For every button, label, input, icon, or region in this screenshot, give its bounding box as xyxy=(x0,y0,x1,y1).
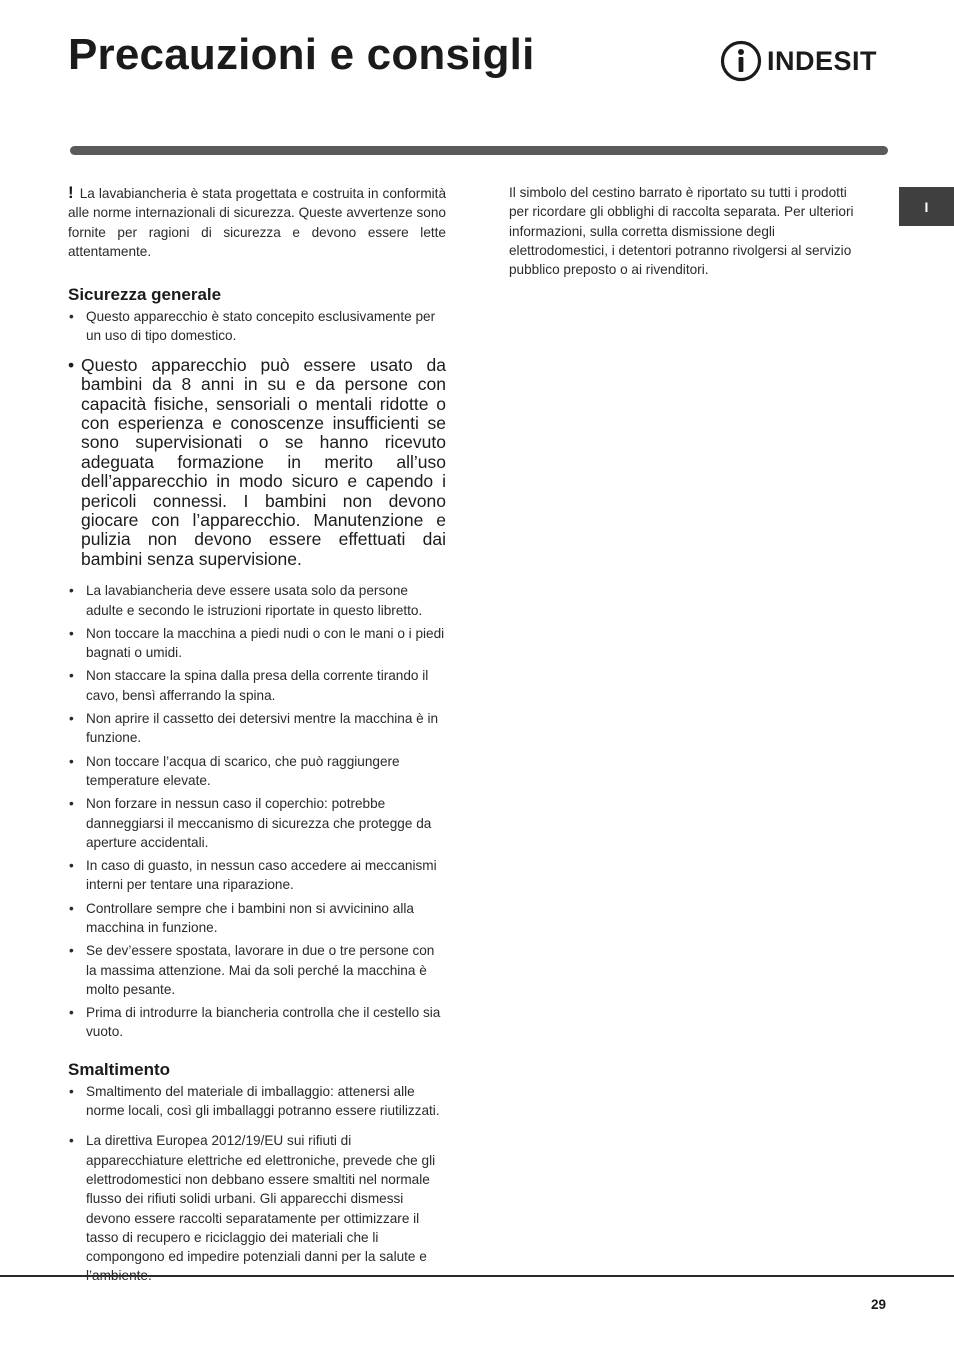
section-heading-sicurezza: Sicurezza generale xyxy=(68,285,222,305)
language-tab: I xyxy=(899,187,954,226)
left-column xyxy=(68,183,446,1286)
list-item: • Prima di introdurre la biancheria controlla che il cestello sia vuoto. xyxy=(68,1003,446,1042)
list-item: • Non forzare in nessun caso il coperchio: potrebbe danneggiarsi il meccanismo di sicurezza che protegge da aperture accidentali. xyxy=(68,794,446,852)
warning-mark-icon: ! xyxy=(68,183,74,202)
list-item: • Controllare sempre che i bambini non si avvicinino alla macchina in funzione. xyxy=(68,899,446,938)
list-item: • Non aprire il cassetto dei detersivi mentre la macchina è in funzione. xyxy=(68,709,446,748)
list-item: • La lavabiancheria deve essere usata solo da persone adulte e secondo le istruzioni riportate in questo libretto. xyxy=(68,581,446,620)
section-heading-smaltimento: Smaltimento xyxy=(68,1059,171,1079)
smaltimento-list xyxy=(68,1082,446,1286)
list-item: • Non staccare la spina dalla presa della corrente tirando il cavo, bensì afferrando la spina. xyxy=(68,666,446,705)
page-title: Precauzioni e consigli xyxy=(68,30,535,79)
brand-name: INDESIT xyxy=(767,45,878,76)
list-item: • Smaltimento del materiale di imballaggio: attenersi alle norme locali, così gli imballaggi potranno essere riutilizzati. xyxy=(68,1082,446,1121)
disposal-symbol-paragraph: Il simbolo del cestino barrato è riportato su tutti i prodotti per ricordare gli obblighi di raccolta separata. Per ulteriori informazioni, sulla corretta dismissione degli elettrodomestici, i detentori potranno rivolgersi al servizio pubblico preposto o ai rivenditori. xyxy=(509,185,854,278)
sicurezza-list xyxy=(68,307,446,1042)
right-column xyxy=(509,183,864,279)
list-item: • Non toccare la macchina a piedi nudi o con le mani o i piedi bagnati o umidi. xyxy=(68,624,446,663)
indesit-logo-icon xyxy=(720,40,762,82)
intro-text: La lavabiancheria è stata progettata e costruita in conformità alle norme internazionali di sicurezza. Queste avvertenze sono fornite per ragioni di sicurezza e devono essere lette attentamente. xyxy=(68,186,446,259)
list-item: • Non toccare l’acqua di scarico, che può raggiungere temperature elevate. xyxy=(68,752,446,791)
list-item: • In caso di guasto, in nessun caso accedere ai meccanismi interni per tentare una riparazione. xyxy=(68,856,446,895)
list-item: • Questo apparecchio è stato concepito esclusivamente per un uso di tipo domestico. xyxy=(68,307,446,346)
footer-divider xyxy=(0,1275,954,1277)
list-item: • La direttiva Europea 2012/19/EU sui rifiuti di apparecchiature elettriche ed elettroniche, prevede che gli elettrodomestici non debbano essere smaltiti nel normale flusso dei rifiuti solidi urbani. Gli apparecchi dismessi devono essere raccolti separatamente per ottimizzare il tasso di recupero e riciclaggio dei materiali che li compongono ed impedire potenziali danni per la salute e xyxy=(68,1131,446,1285)
list-item: • Se dev’essere spostata, lavorare in due o tre persone con la massima attenzione. Mai da soli perché la macchina è molto pesante. xyxy=(68,941,446,999)
brand-logo xyxy=(720,40,877,82)
intro-paragraph xyxy=(68,183,446,261)
list-item-highlight: • Questo apparecchio può essere usato da bambini da 8 anni in su e da persone con capacità fisiche, sensoriali o mentali ridotte o con esperienza e conoscenze insufficienti se sono supervisionati o se hanno ricevuto adeguata formazione in merito all’uso dell’apparecchio in modo sicuro e capendo i pericoli connessi. I bambini non devono giocare con l’apparecchio. Manutenzione e pulizia non devono essere effettuati dai bambini senza supervisione. xyxy=(68,356,446,569)
header-divider xyxy=(70,146,888,155)
page-number: 29 xyxy=(870,1297,886,1312)
